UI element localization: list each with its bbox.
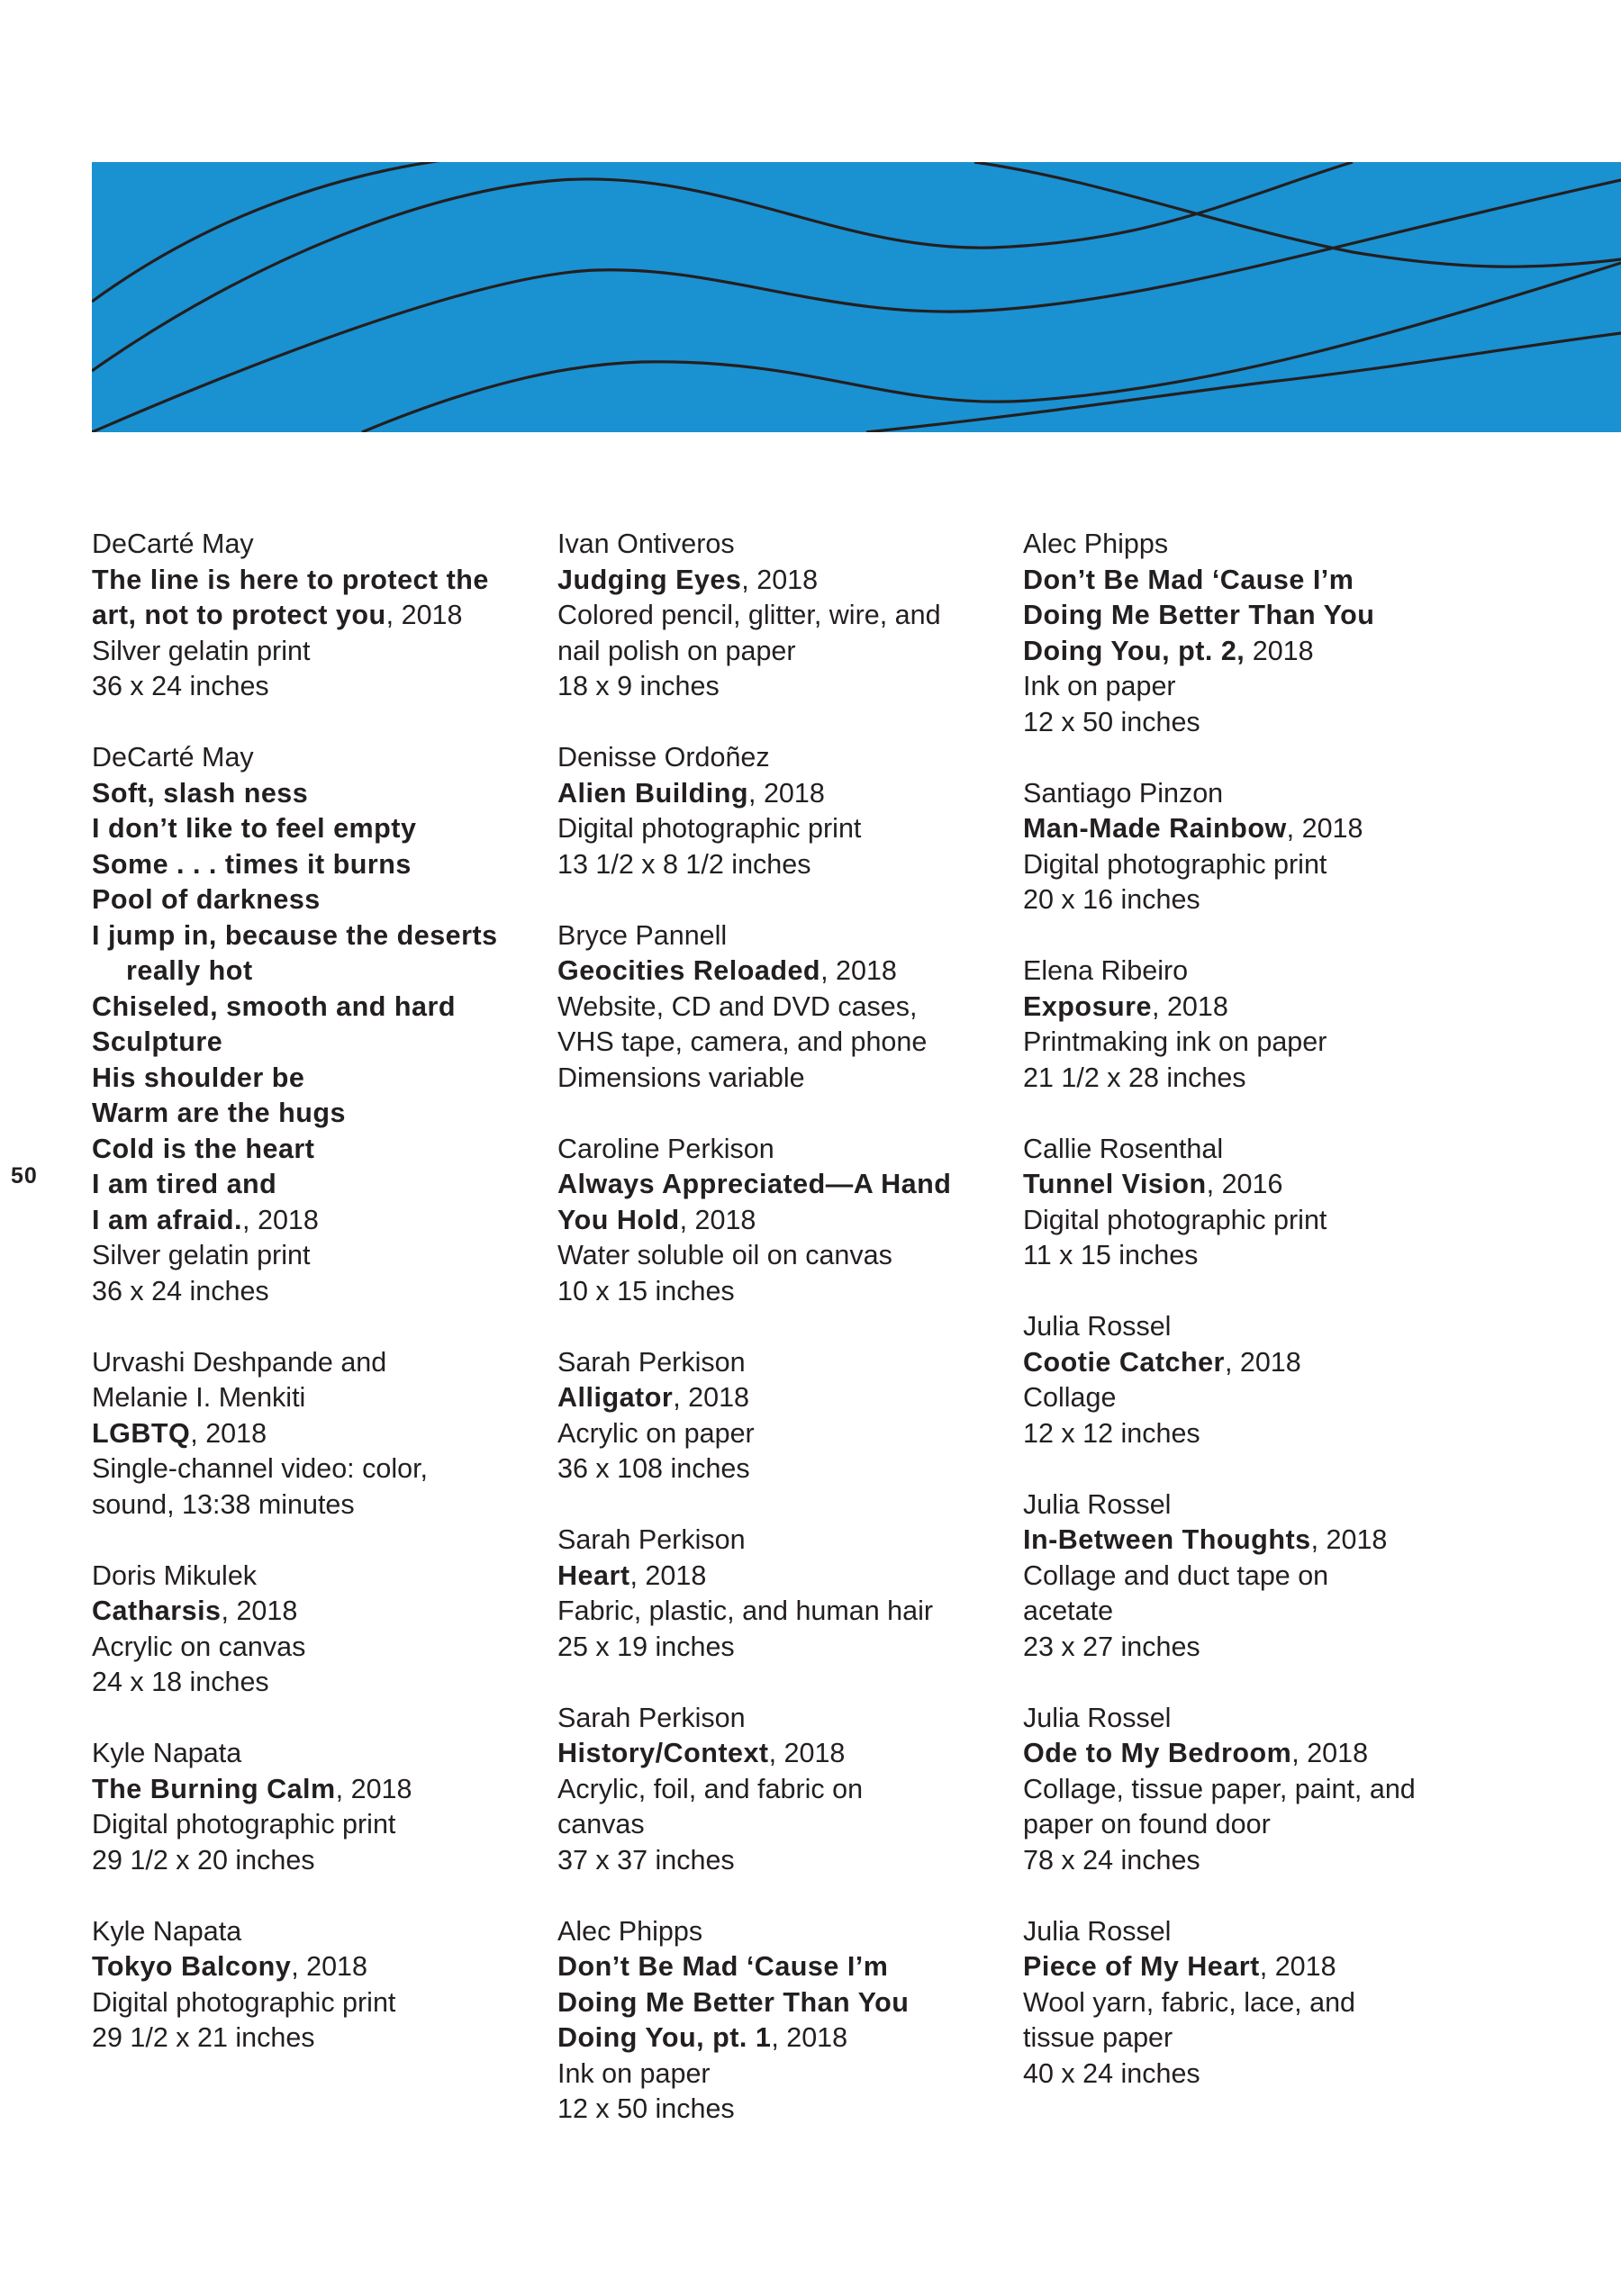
artwork-year: , 2018 (1291, 1738, 1369, 1768)
artist-name: Bryce Pannell (557, 919, 728, 951)
artwork-title-line (1023, 1736, 1473, 1772)
artwork-title-line (92, 1594, 542, 1630)
artwork-title: Cootie Catcher (1023, 1346, 1225, 1378)
artwork-title: Doing Me Better Than You (1023, 600, 1375, 630)
artwork-title-line (557, 563, 1008, 599)
artwork-title-line (1023, 598, 1473, 634)
artist-name: Julia Rossel (1023, 1311, 1172, 1342)
artwork-medium: Silver gelatin print (92, 1240, 311, 1270)
artist-name: Callie Rosenthal (1023, 1133, 1224, 1164)
artwork-year: , 2018 (335, 1773, 412, 1804)
artwork-title: The line is here to protect the (92, 564, 489, 595)
artwork-caption (557, 1914, 1008, 2128)
artist-name: Alec Phipps (557, 1915, 703, 1947)
artwork-dimensions: 11 x 15 inches (1023, 1240, 1199, 1270)
artwork-caption (1023, 1701, 1473, 1879)
artwork-title-line (92, 990, 542, 1026)
caption-column-3 (1023, 527, 1473, 2128)
artwork-caption (557, 527, 1008, 705)
artwork-medium: canvas (557, 1809, 645, 1840)
artwork-title-line (1023, 1949, 1473, 1985)
artwork-title-line (92, 598, 542, 634)
artwork-dimensions: 36 x 24 inches (92, 1275, 269, 1306)
artwork-medium: Fabric, plastic, and human hair (557, 1595, 934, 1626)
artwork-medium: Colored pencil, glitter, wire, and (557, 600, 941, 630)
artwork-title-line (557, 1949, 1008, 1985)
artwork-medium: acetate (1023, 1595, 1114, 1626)
artist-name: Santiago Pinzon (1023, 777, 1224, 809)
artist-name: Urvashi Deshpande and (92, 1346, 387, 1378)
artwork-title-line (92, 954, 542, 990)
artwork-dimensions: 29 1/2 x 20 inches (92, 1844, 315, 1876)
artwork-caption (92, 1914, 542, 2056)
artwork-dimensions: 36 x 24 inches (92, 671, 269, 701)
artwork-title-line (92, 847, 542, 883)
artwork-medium: Collage (1023, 1382, 1117, 1413)
artist-name: DeCarté May (92, 529, 254, 559)
artwork-title: Alligator (557, 1382, 674, 1413)
artwork-title-line (92, 1132, 542, 1168)
artwork-medium: Acrylic on paper (557, 1417, 755, 1449)
artwork-title: Sculpture (92, 1026, 223, 1057)
artwork-medium: Water soluble oil on canvas (557, 1240, 892, 1270)
artwork-year: , 2018 (768, 1738, 846, 1768)
artwork-caption (92, 740, 542, 1309)
artwork-title: Don’t Be Mad ‘Cause I’m (557, 1951, 889, 1982)
artwork-title: I don’t like to feel empty (92, 813, 417, 844)
artwork-medium: Collage and duct tape on (1023, 1559, 1329, 1591)
artwork-title: Soft, slash ness (92, 777, 309, 809)
artwork-title: art, not to protect you (92, 600, 386, 630)
artwork-caption (1023, 1132, 1473, 1274)
artwork-title-line (92, 918, 542, 954)
artwork-dimensions: 40 x 24 inches (1023, 2057, 1200, 2089)
artwork-title: LGBTQ (92, 1417, 191, 1449)
artwork-caption (557, 1701, 1008, 1879)
artwork-medium: Printmaking ink on paper (1023, 1026, 1327, 1057)
artwork-caption (557, 1132, 1008, 1310)
artwork-title-line (557, 1380, 1008, 1416)
artwork-caption (92, 527, 542, 705)
artwork-title-line (92, 1096, 542, 1132)
artist-name: Denisse Ordoñez (557, 742, 770, 773)
artist-name: Sarah Perkison (557, 1346, 746, 1378)
artwork-dimensions: 25 x 19 inches (557, 1631, 735, 1662)
artwork-title-line (92, 811, 542, 847)
artwork-caption (92, 1345, 542, 1523)
artwork-title-line (92, 776, 542, 812)
artwork-dimensions: 10 x 15 inches (557, 1275, 735, 1306)
artwork-medium: Ink on paper (557, 2057, 711, 2089)
artwork-title-line (92, 1416, 542, 1452)
artwork-year: , 2018 (1286, 813, 1363, 844)
artist-name: Julia Rossel (1023, 1702, 1172, 1733)
artist-name: Kyle Napata (92, 1738, 242, 1768)
artwork-title: Doing Me Better Than You (557, 1986, 910, 2018)
artwork-caption (1023, 954, 1473, 1096)
artwork-title-line (557, 776, 1008, 812)
artwork-year: , 2018 (1152, 990, 1228, 1022)
artwork-year: , 2018 (679, 1204, 756, 1235)
artwork-year: , 2018 (190, 1417, 267, 1449)
artwork-caption (557, 918, 1008, 1097)
artwork-title-line (92, 563, 542, 599)
caption-column-1 (92, 527, 542, 2092)
artwork-title: Tunnel Vision (1023, 1169, 1207, 1199)
artwork-medium: Collage, tissue paper, paint, and (1023, 1773, 1416, 1804)
artwork-title-line (1023, 811, 1473, 847)
artwork-caption (1023, 1487, 1473, 1666)
artwork-caption (557, 740, 1008, 882)
artwork-medium: Ink on paper (1023, 671, 1176, 701)
artwork-title: History/Context (557, 1738, 769, 1768)
artwork-medium: tissue paper (1023, 2022, 1173, 2053)
artwork-dimensions: 23 x 27 inches (1023, 1631, 1200, 1662)
artwork-year: , 2018 (221, 1595, 298, 1626)
artist-name: Julia Rossel (1023, 1488, 1172, 1520)
artwork-caption (557, 1345, 1008, 1487)
artwork-caption (1023, 776, 1473, 918)
artwork-year: 2018 (1245, 635, 1314, 666)
artwork-title-line (1023, 563, 1473, 599)
artist-name: Ivan Ontiveros (557, 529, 735, 559)
artwork-year: , 2018 (291, 1951, 367, 1982)
artwork-title-line (92, 1025, 542, 1061)
artwork-dimensions: 78 x 24 inches (1023, 1844, 1200, 1876)
artwork-title: Don’t Be Mad ‘Cause I’m (1023, 564, 1354, 595)
artwork-year: , 2018 (673, 1382, 750, 1413)
artist-name: Alec Phipps (1023, 529, 1169, 559)
artwork-title: really hot (126, 955, 253, 986)
artwork-medium: Single-channel video: color, (92, 1453, 429, 1484)
artwork-title-line (1023, 1523, 1473, 1559)
artist-name: Doris Mikulek (92, 1559, 258, 1591)
artwork-title: Heart (557, 1559, 630, 1591)
header-wave-banner (92, 162, 1621, 432)
artwork-medium: Digital photographic print (1023, 1204, 1327, 1235)
artist-name: Elena Ribeiro (1023, 955, 1189, 986)
artwork-dimensions: 12 x 12 inches (1023, 1417, 1200, 1449)
artwork-title: I jump in, because the deserts (92, 919, 498, 951)
artwork-caption (1023, 527, 1473, 740)
artwork-year: , 2018 (385, 600, 463, 630)
artwork-title-line (557, 1736, 1008, 1772)
artwork-year: , 2018 (1310, 1524, 1388, 1555)
artwork-year: , 2016 (1206, 1169, 1283, 1199)
artwork-year: , 2018 (242, 1204, 319, 1235)
artwork-title: Alien Building (557, 777, 749, 809)
artwork-caption (1023, 1309, 1473, 1451)
artwork-title: Doing You, pt. 2, (1023, 635, 1245, 666)
artwork-medium: Acrylic on canvas (92, 1631, 306, 1662)
artwork-title-line (92, 1772, 542, 1808)
artwork-dimensions: 20 x 16 inches (1023, 884, 1200, 915)
artwork-caption (1023, 1914, 1473, 2093)
artwork-dimensions: sound, 13:38 minutes (92, 1488, 355, 1520)
artwork-year: , 2018 (629, 1559, 707, 1591)
artwork-title-line (557, 954, 1008, 990)
artwork-year: , 2018 (748, 777, 825, 809)
wave-lines-graphic (92, 162, 1621, 432)
artwork-year: , 2018 (1259, 1951, 1336, 1982)
artwork-title: Warm are the hugs (92, 1098, 346, 1128)
artwork-dimensions: 18 x 9 inches (557, 671, 720, 701)
artwork-title-line (557, 1203, 1008, 1239)
page-number: 50 (11, 1163, 38, 1189)
artwork-title-line (1023, 1167, 1473, 1203)
artwork-title-line (557, 1985, 1008, 2021)
artwork-title: Pool of darkness (92, 884, 321, 915)
artwork-medium: VHS tape, camera, and phone (557, 1026, 928, 1057)
artwork-medium: Digital photographic print (557, 813, 862, 844)
artwork-title: Exposure (1023, 990, 1152, 1022)
artwork-title-line (92, 1203, 542, 1239)
artwork-title: Piece of My Heart (1023, 1951, 1260, 1982)
artwork-title: I am tired and (92, 1169, 277, 1199)
artwork-title: Always Appreciated—A Hand (557, 1169, 952, 1199)
artwork-title-line (92, 1949, 542, 1985)
artwork-year: , 2018 (741, 564, 819, 595)
artwork-title: Tokyo Balcony (92, 1951, 292, 1982)
caption-column-2 (557, 527, 1008, 2163)
artwork-title: Chiseled, smooth and hard (92, 990, 456, 1022)
artwork-year: , 2018 (1224, 1346, 1301, 1378)
artwork-title-line (557, 1167, 1008, 1203)
artwork-year: , 2018 (820, 955, 897, 986)
artwork-title: Judging Eyes (557, 564, 742, 595)
artwork-title: Cold is the heart (92, 1133, 315, 1164)
artwork-dimensions: Dimensions variable (557, 1062, 805, 1093)
artwork-title: His shoulder be (92, 1062, 305, 1093)
artwork-title: Man-Made Rainbow (1023, 813, 1287, 844)
artist-name: DeCarté May (92, 742, 254, 773)
artwork-title: I am afraid. (92, 1204, 243, 1235)
artwork-title-line (557, 2020, 1008, 2056)
artwork-dimensions: 37 x 37 inches (557, 1844, 735, 1876)
artwork-title: The Burning Calm (92, 1773, 336, 1804)
artwork-medium: nail polish on paper (557, 635, 796, 666)
artwork-dimensions: 29 1/2 x 21 inches (92, 2022, 315, 2053)
artwork-title-line (1023, 990, 1473, 1026)
artwork-year: , 2018 (771, 2022, 848, 2053)
artwork-medium: paper on found door (1023, 1809, 1271, 1840)
artwork-dimensions: 13 1/2 x 8 1/2 inches (557, 848, 811, 880)
artwork-dimensions: 24 x 18 inches (92, 1667, 269, 1697)
artwork-medium: Website, CD and DVD cases, (557, 990, 918, 1022)
artwork-caption (557, 1523, 1008, 1665)
artwork-title-line (92, 882, 542, 918)
artwork-title-line (1023, 1345, 1473, 1381)
artwork-title-line (557, 1559, 1008, 1595)
artwork-medium: Acrylic, foil, and fabric on (557, 1773, 864, 1804)
artwork-title: Catharsis (92, 1595, 222, 1626)
artwork-caption (92, 1559, 542, 1701)
artist-name: Melanie I. Menkiti (92, 1382, 306, 1413)
artist-name: Sarah Perkison (557, 1702, 746, 1733)
artwork-title: Doing You, pt. 1 (557, 2022, 772, 2053)
artwork-dimensions: 12 x 50 inches (1023, 706, 1200, 737)
artwork-title: In-Between Thoughts (1023, 1524, 1311, 1555)
artwork-title: Ode to My Bedroom (1023, 1738, 1292, 1768)
artwork-dimensions: 36 x 108 inches (557, 1453, 750, 1484)
artwork-title-line (1023, 634, 1473, 670)
artist-name: Sarah Perkison (557, 1524, 746, 1555)
artwork-caption (92, 1736, 542, 1878)
artwork-title: You Hold (557, 1204, 680, 1235)
artwork-medium: Wool yarn, fabric, lace, and (1023, 1986, 1356, 2018)
artwork-title: Some . . . times it burns (92, 848, 412, 880)
artwork-medium: Digital photographic print (1023, 848, 1327, 880)
artwork-medium: Digital photographic print (92, 1986, 396, 2018)
artwork-title-line (92, 1061, 542, 1097)
artwork-dimensions: 21 1/2 x 28 inches (1023, 1062, 1246, 1093)
artist-name: Kyle Napata (92, 1915, 242, 1947)
artwork-title-line (92, 1167, 542, 1203)
artist-name: Caroline Perkison (557, 1133, 774, 1164)
artwork-medium: Digital photographic print (92, 1809, 396, 1840)
artwork-medium: Silver gelatin print (92, 635, 311, 666)
artist-name: Julia Rossel (1023, 1915, 1172, 1947)
artwork-title: Geocities Reloaded (557, 955, 821, 986)
artwork-dimensions: 12 x 50 inches (557, 2093, 735, 2124)
